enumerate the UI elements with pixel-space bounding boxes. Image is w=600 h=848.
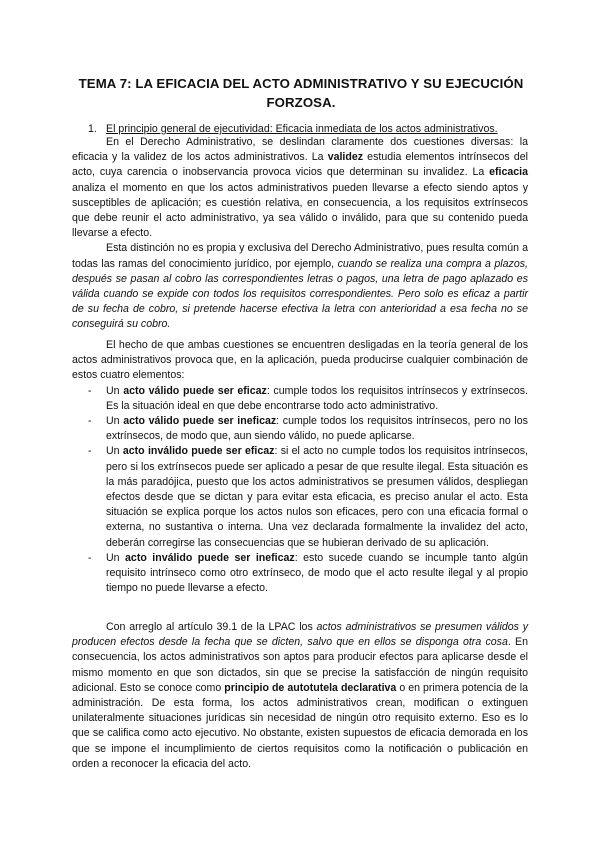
paragraph-1 bbox=[72, 135, 528, 241]
p2-text-a: Esta distinción no es propia y exclusiva del Derecho Administrativo, pues resulta común a todas las ramas del conocimiento jurídico, por ejemplo, bbox=[72, 242, 528, 270]
body-part-2 bbox=[72, 338, 528, 596]
item-text: : cumple todos los requisitos intrínsecos y extrínsecos. Es la situación ideal en que debe encontrarse todo acto administrativo. bbox=[106, 384, 528, 412]
item-text: : esto sucede cuando se incumple tanto algún requisito intrínseco como otro extrínseco, de modo que el acto resulte ilegal y al propio tiempo no puede llevarse a efecto. bbox=[106, 551, 528, 595]
p4-article-quote: actos administrativos se presumen válidos y producen efectos desde la fecha que se dicten, salvo que en ellos se disponga otra cosa bbox=[72, 621, 528, 649]
item-term: acto válido puede ser eficaz bbox=[123, 384, 267, 397]
item-pre: Un bbox=[106, 415, 124, 428]
p1-text-e: analiza el momento en que los actos administrativos pueden llevarse a efecto siendo aptos y susceptibles de aplicación; es cuestión relativa, en consecuencia, a los requisitos extrínsecos que debe reunir el acto administrativo, ya sea válido o inválido, para que su contenido pueda llevarse a efecto. bbox=[72, 181, 528, 240]
list-dash: - bbox=[88, 445, 92, 458]
p4-text-e: o en primera potencia de la administración. De esta forma, los actos administrativos crean, modifican o extinguen unilateralmente situaciones jurídicas sin necesidad de ningún otro requisito externo. Eso es lo que se califica como acto ejecutivo. No obstante, existen supuestos de eficacia demorada en los que se impone el incumplimiento de ciertos requisitos como la notificación o publicación en orden a reconocer la eficacia del acto. bbox=[72, 681, 528, 770]
title-line-2: FORZOSA. bbox=[266, 95, 336, 110]
section-title: El principio general de ejecutividad: Eficacia inmediata de los actos administrativos. bbox=[106, 123, 498, 135]
title-line-1: TEMA 7: LA EFICACIA DEL ACTO ADMINISTRATIVO Y SU EJECUCIÓN bbox=[78, 76, 524, 91]
p4-text-c: . En consecuencia, los actos administrativos son aptos para producir efectos para aplicarse desde el mismo momento en que son dictados, sin que se precise la satisfacción de ningún requisito adicional. Esto se conoce como bbox=[72, 636, 528, 694]
body-part-1 bbox=[72, 135, 528, 333]
p1-term-eficacia: eficacia bbox=[489, 166, 528, 179]
p1-term-validez: validez bbox=[327, 151, 364, 164]
list-item bbox=[72, 414, 528, 444]
combinations-list bbox=[72, 384, 528, 597]
page-title bbox=[72, 74, 530, 112]
item-term: acto válido puede ser ineficaz bbox=[123, 415, 277, 428]
list-dash: - bbox=[88, 551, 92, 564]
list-item bbox=[72, 444, 528, 550]
p1-text-a: En el Derecho Administrativo, se deslindan claramente dos cuestiones diversas: la eficacia y la validez de los actos administrativos. La bbox=[72, 136, 528, 164]
item-term: acto inválido puede ser eficaz bbox=[122, 445, 275, 458]
item-pre: Un bbox=[106, 445, 123, 458]
section-number: 1. bbox=[88, 123, 97, 135]
p1-text-c: estudia elementos intrínsecos del acto, cuya carencia o inobservancia provoca vicios que determinan su invalidez. La bbox=[72, 151, 528, 179]
section-heading bbox=[88, 122, 528, 136]
list-dash: - bbox=[88, 384, 92, 397]
list-item bbox=[72, 384, 528, 414]
list-dash: - bbox=[88, 415, 92, 428]
item-pre: Un bbox=[106, 384, 124, 397]
paragraph-3: El hecho de que ambas cuestiones se encuentren desligadas en la teoría general de los actos administrativos provoca que, en la aplicación, pueda producirse cualquier combinación de estos cuatro elementos: bbox=[72, 339, 528, 382]
list-item bbox=[72, 551, 528, 597]
p2-example-italic: cuando se realiza una compra a plazos, después se pasan al cobro las correspondientes letras o pagos, una letra de pago aplazado es válida cuando se expide con todos los requisitos correspondientes. Pero solo es eficaz a partir de su fecha de cobro, si pretende hacerse efectiva la letra con anterioridad a esa fecha no se conseguirá su cobro. bbox=[72, 257, 528, 331]
item-term: acto inválido puede ser ineficaz bbox=[125, 551, 295, 564]
p4-term-autotutela: principio de autotutela declarativa bbox=[224, 681, 397, 694]
p4-text-a: Con arreglo al artículo 39.1 de la LPAC los bbox=[106, 621, 317, 633]
item-text: : si el acto no cumple todos los requisitos intrínsecos, pero si los extrínsecos puede ser aplicado a pesar de que resulte ilegal. Esta situación es la más paradójica, puesto que los actos administrativos se presumen válidos, despliegan efectos desde que se dictan y para evitar esta eficacia, es preciso anular el acto. Esta situación se explica porque los actos nulos son eficaces, pero con una eficacia formal o externa, no sustantiva o interna. Una vez declarada formalmente la invalidez del acto, deberán corregirse las consecuencias que se hubieran derivado de su aplicación. bbox=[106, 445, 528, 549]
item-text: : cumple todos los requisitos intrínsecos, pero no los extrínsecos, de modo que, aun siendo válido, no puede aplicarse. bbox=[106, 415, 528, 443]
item-pre: Un bbox=[106, 551, 126, 564]
body-part-3 bbox=[72, 620, 528, 772]
paragraph-4 bbox=[72, 620, 528, 772]
paragraph-2 bbox=[72, 241, 528, 332]
